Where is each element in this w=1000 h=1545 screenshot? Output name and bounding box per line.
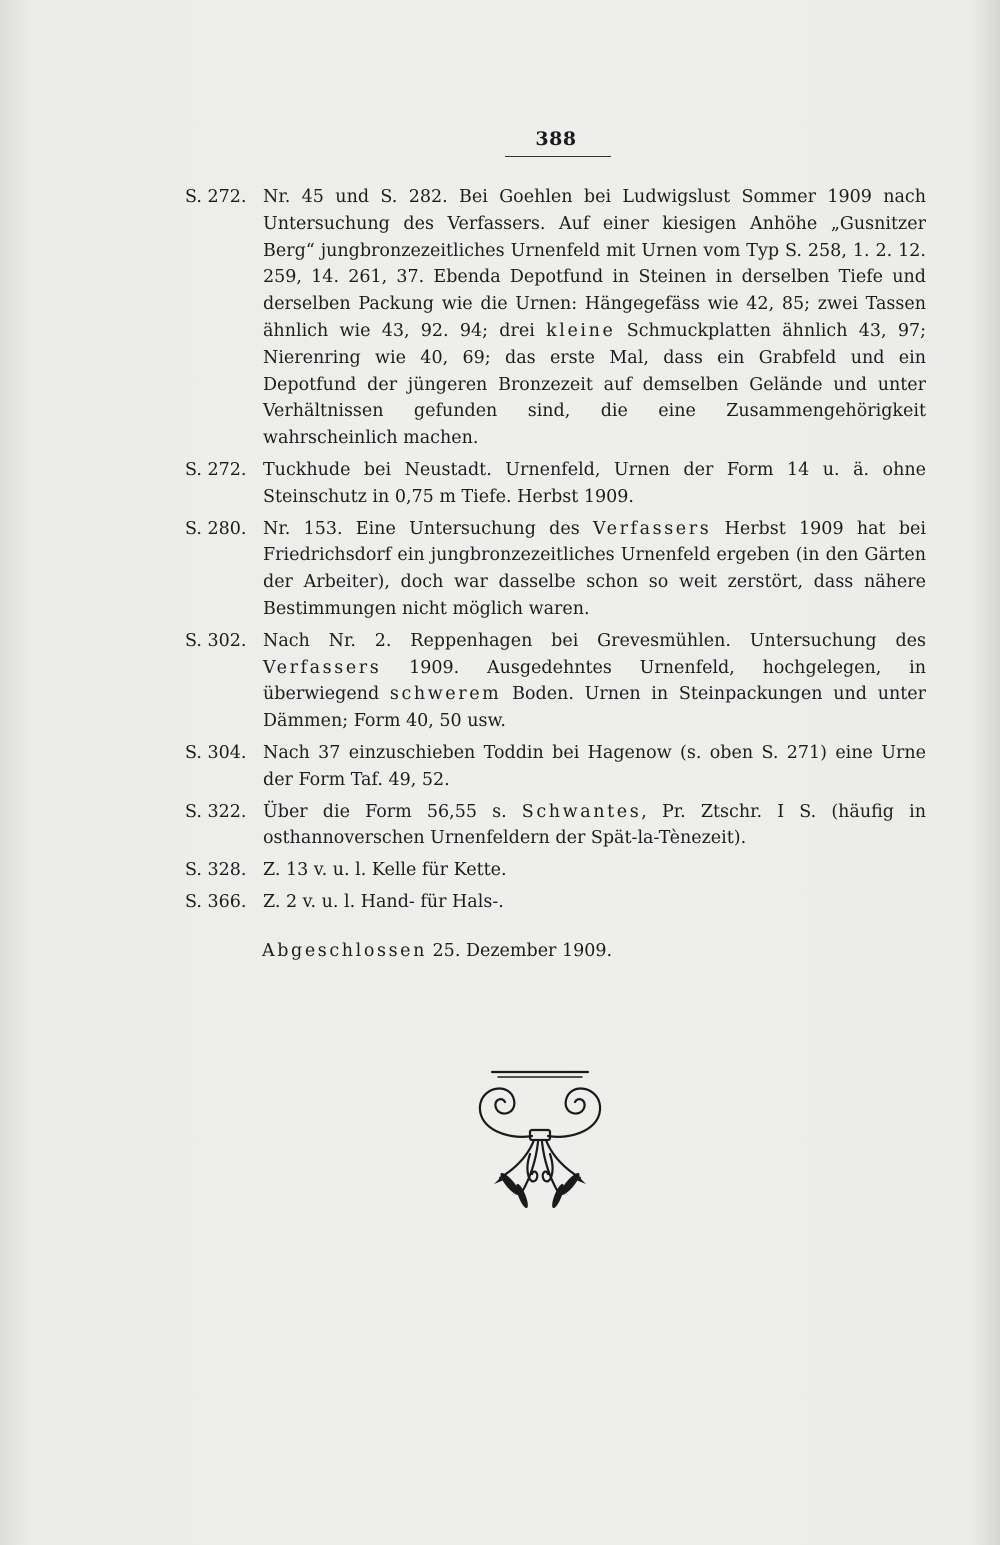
entry-reference: S. 366.: [185, 891, 247, 912]
entry: [185, 628, 926, 735]
entry: [185, 516, 926, 623]
entry: [185, 184, 926, 452]
entry: [185, 740, 926, 794]
entry-text: Nach 37 einzuschieben Toddin bei Hagenow (s. oben S. 271) eine Urne der Form Taf. 49, 52.: [263, 742, 926, 790]
entry-reference: S. 302.: [185, 630, 247, 651]
page-number: 388: [535, 128, 577, 150]
entry-text: Z. 13 v. u. l. Kelle für Kette.: [263, 860, 507, 881]
entry-text: Nach Nr. 2. Reppenhagen bei Grevesmühlen. Untersuchung des Verfassers 1909. Ausgedehntes Urnenfeld, hochgelegen, in überwiegend schwerem Boden. Urnen in Steinpackungen und unter Dämmen; Form 40, 50 usw.: [263, 630, 926, 732]
entry-reference: S. 328.: [185, 860, 247, 881]
entry: [185, 889, 926, 916]
entry: [185, 799, 926, 853]
entry-text: Tuckhude bei Neustadt. Urnenfeld, Urnen der Form 14 u. ä. ohne Steinschutz in 0,75 m Tiefe. Herbst 1909.: [263, 459, 926, 507]
addenda-list: [185, 184, 926, 921]
entry-reference: S. 272.: [185, 187, 247, 207]
entry: [185, 857, 926, 884]
floral-vignette-icon: [470, 1068, 610, 1218]
entry-text: Nr. 45 und S. 282. Bei Goehlen bei Ludwigslust Sommer 1909 nach Untersuchung des Verfassers. Auf einer kiesigen Anhöhe „Gusnitzer Berg“ jungbronzezeitliches Urnenfeld mit Urnen vom Typ S. 258, 1. 2. 12. 259, 14. 261, 37. Ebenda Depotfund in Steinen in derselben Tiefe und derselben Packung wie die Urnen: Hängegefäss wie 42, 85; zwei Tassen ähnlich wie 43, 92. 94; drei kleine Schmuckplatten ähnlich 43, 97; Nierenring wie 40, 69; das erste Mal, dass ein Grabfeld und ein Depotfund der jüngeren Bronzezeit auf demselben Gelände und unter Verhältnissen gefunden sind, die eine Zusammengehörigkeit wahrscheinlich machen.: [263, 187, 926, 449]
entry: [185, 457, 926, 511]
entry-text: Nr. 153. Eine Untersuchung des Verfassers Herbst 1909 hat bei Friedrichsdorf ein jungbronzezeitliches Urnenfeld ergeben (in den Gärten der Arbeiter), doch war dasselbe schon so weit zerstört, dass nähere Bestimmungen nicht möglich waren.: [263, 518, 926, 619]
page-number-rule: [505, 156, 611, 157]
entry-reference: S. 272.: [185, 459, 247, 480]
entry-text: Über die Form 56,55 s. Schwantes, Pr. Ztschr. I S. (häufig in osthannoverschen Urnenfeldern der Spät-la-Tènezeit).: [263, 801, 926, 849]
closing-date-line: Abgeschlossen 25. Dezember 1909.: [262, 941, 613, 961]
entry-reference: S. 322.: [185, 801, 247, 822]
entry-reference: S. 280.: [185, 518, 247, 539]
entry-text: Z. 2 v. u. l. Hand- für Hals-.: [263, 891, 504, 912]
entry-reference: S. 304.: [185, 742, 247, 763]
